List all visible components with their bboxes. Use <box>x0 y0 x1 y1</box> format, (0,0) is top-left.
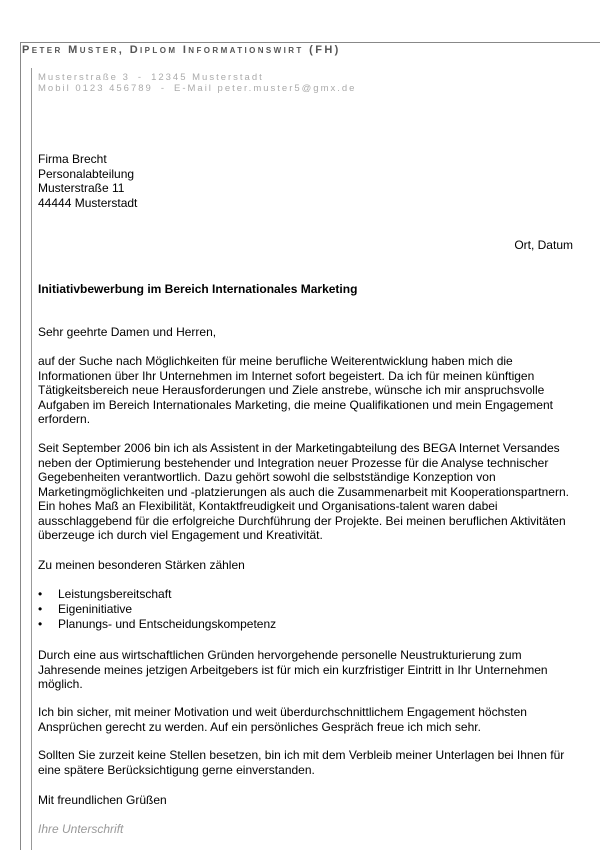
recipient-street: Musterstraße 11 <box>38 181 125 195</box>
left-margin-rule <box>20 42 21 850</box>
sender-name-title: Peter Muster, Diplom Informationswirt (FH) <box>22 44 341 56</box>
contact-separator: - <box>137 72 144 83</box>
sender-phone: Mobil 0123 456789 <box>38 83 153 94</box>
left-inner-rule <box>31 68 32 850</box>
body-paragraph-availability: Durch eine aus wirtschaftlichen Gründen hervorgehende personelle Neustrukturierung zum Jahresende meines jetzigen Arbeitgebers ist für mich ein kurzfristiger Eintritt in Ihr Unternehmen möglich. <box>38 648 548 691</box>
signature-placeholder: Ihre Unterschrift <box>38 822 124 836</box>
body-paragraph-strengths-intro: Zu meinen besonderen Stärken zählen <box>38 558 245 572</box>
closing-phrase: Mit freundlichen Grüßen <box>38 793 167 807</box>
list-item: • Eigeninitiative <box>38 602 276 617</box>
strengths-list <box>38 587 276 632</box>
body-paragraph-motivation: auf der Suche nach Möglichkeiten für meine berufliche Weiterentwicklung haben mich die Informationen über Ihr Unternehmen im Internet sofort begeistert. Da ich für meinen künftigen Tätigkeitsbereich neue Herausforderungen und Ziele anstrebe, wünsche ich mir anspruchsvolle Aufgaben im Bereich Internationales Marketing, die meine Qualifikationen und mein Engagement erfordern. <box>38 354 553 426</box>
recipient-department: Personalabteilung <box>38 166 135 181</box>
sender-street: Musterstraße 3 <box>38 72 130 83</box>
recipient-company: Firma Brecht <box>38 152 107 166</box>
list-item: • Leistungsbereitschaft <box>38 587 276 602</box>
sender-address-line <box>38 72 264 83</box>
body-paragraph-confidence: Ich bin sicher, mit meiner Motivation und weit überdurchschnittlichem Engagement höchsten Ansprüchen gerecht zu werden. Auf ein persönliches Gespräch freue ich mich sehr. <box>38 705 527 734</box>
sender-contact-line <box>38 83 356 94</box>
recipient-address <box>38 152 578 210</box>
sender-email: E-Mail peter.muster5@gmx.de <box>174 83 357 94</box>
recipient-city: 44444 Musterstadt <box>38 195 138 210</box>
place-date: Ort, Datum <box>514 238 573 252</box>
body-paragraph-retention: Sollten Sie zurzeit keine Stellen besetzen, bin ich mit dem Verbleib meiner Unterlagen bei Ihnen für eine spätere Berücksichtigung gerne einverstanden. <box>38 748 565 777</box>
letter-subject: Initiativbewerbung im Bereich Internationales Marketing <box>38 282 358 296</box>
list-item: • Planungs- und Entscheidungskompetenz <box>38 617 276 632</box>
contact-separator: - <box>160 83 166 94</box>
header-top-rule <box>20 42 600 43</box>
sender-city: 12345 Musterstadt <box>151 72 264 83</box>
body-paragraph-experience: Seit September 2006 bin ich als Assistent in der Marketingabteilung des BEGA Internet Versandes neben der Optimierung bestehender und Integration neuer Prozesse für die Analyse technischer Gegebenheiten verantwortlich. Dazu gehört sowohl die selbstständige Konzeption von Marketingmöglichkeiten und -platzierungen als auch die Zusammenarbeit mit Kooperationspartnern. Ein hohes Maß an Flexibilität, Kontaktfreudigkeit und Organisations-talent waren dabei ausschlaggebend für die erfolgreiche Durchführung der Projekte. Bei meinen beruflichen Aktivitäten überzeuge ich durch viel Engagement und Kreativität. <box>38 441 569 542</box>
salutation: Sehr geehrte Damen und Herren, <box>38 325 217 339</box>
